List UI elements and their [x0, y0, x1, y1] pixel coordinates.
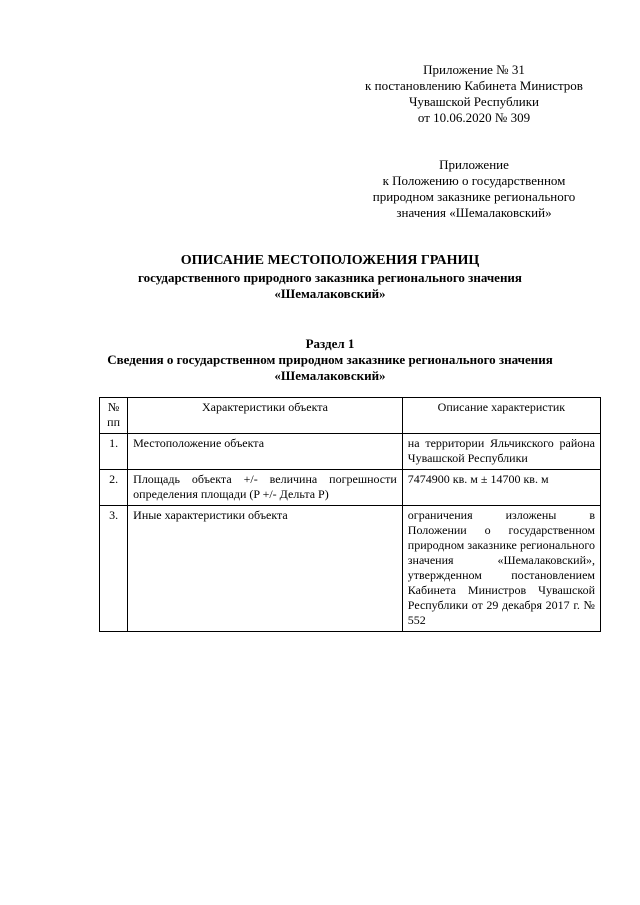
regulation-annex-line: к Положению о государственном	[382, 173, 566, 188]
section-heading	[60, 336, 600, 384]
header-description: Описание характеристик	[402, 398, 600, 434]
section-title: Сведения о государственном природном заказнике регионального значения	[107, 352, 553, 367]
row-description: ограничения изложены в Положении о государственном природном заказнике регионального значения «Шемалаковский», утвержденном постановлением Кабинета Министров Чувашской Республики от 29 декабря 2017 г. № 552	[402, 506, 600, 632]
table-row	[100, 470, 601, 506]
row-characteristic: Иные характеристики объекта	[128, 506, 403, 632]
title-subtitle: государственного природного заказника регионального значения	[138, 270, 522, 285]
regulation-annex-header	[356, 157, 592, 221]
row-description: 7474900 кв. м ± 14700 кв. м	[402, 470, 600, 506]
row-characteristic: Площадь объекта +/- величина погрешности определения площади (P +/- Дельта P)	[128, 470, 403, 506]
row-num: 3.	[100, 506, 128, 632]
regulation-annex-line: природном заказнике регионального	[372, 189, 576, 204]
section-reserve-name: «Шемалаковский»	[274, 368, 386, 383]
row-characteristic: Местоположение объекта	[128, 434, 403, 470]
table-row	[100, 434, 601, 470]
title-reserve-name: «Шемалаковский»	[274, 286, 386, 301]
annex-header	[356, 62, 592, 126]
annex-number: Приложение № 31	[423, 62, 525, 77]
document-title	[60, 252, 600, 302]
regulation-annex-label: Приложение	[439, 157, 509, 172]
annex-decree-ref: к постановлению Кабинета Министров	[365, 78, 583, 93]
section-number: Раздел 1	[305, 336, 355, 351]
row-num: 2.	[100, 470, 128, 506]
header-num: № пп	[100, 398, 128, 434]
table-header-row	[100, 398, 601, 434]
row-num: 1.	[100, 434, 128, 470]
title-main: ОПИСАНИЕ МЕСТОПОЛОЖЕНИЯ ГРАНИЦ	[180, 253, 480, 268]
table-row	[100, 506, 601, 632]
annex-date: от 10.06.2020 № 309	[417, 110, 531, 125]
regulation-annex-line: значения «Шемалаковский»	[396, 205, 552, 220]
characteristics-table	[99, 397, 601, 632]
header-characteristics: Характеристики объекта	[128, 398, 403, 434]
row-description: на территории Яльчикского района Чувашской Республики	[402, 434, 600, 470]
annex-republic: Чувашской Республики	[408, 94, 540, 109]
